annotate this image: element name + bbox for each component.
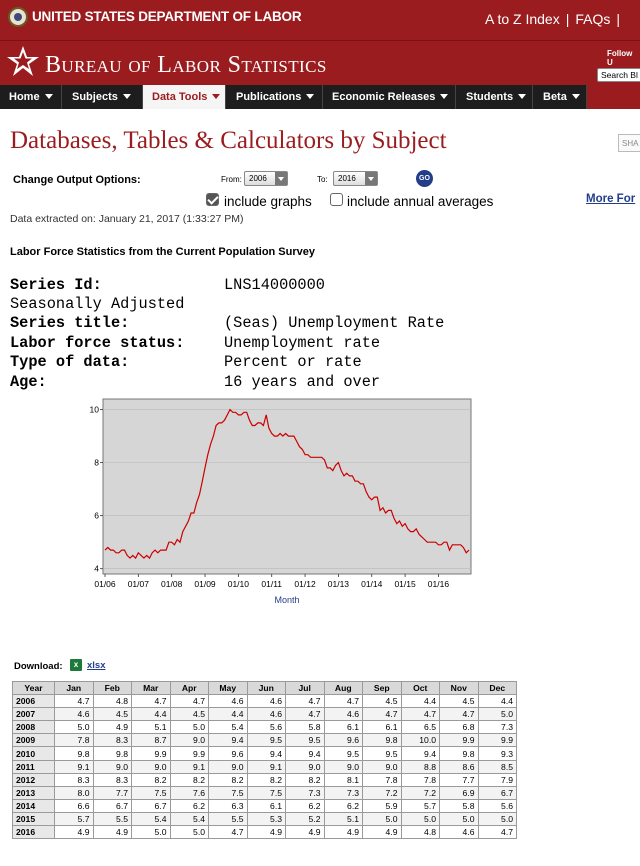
table-cell: 5.4 [209, 721, 248, 734]
table-header-cell: Aug [324, 682, 363, 695]
table-row [13, 721, 517, 734]
table-cell: 7.8 [401, 773, 440, 786]
table-cell: 5.4 [132, 812, 171, 825]
nav-economic-releases-label: Economic Releases [332, 91, 436, 103]
table-cell: 7.3 [286, 786, 325, 799]
a-to-z-index-link[interactable]: A to Z Index [484, 11, 560, 27]
nav-economic-releases[interactable] [323, 85, 456, 109]
table-cell: 5.3 [247, 812, 286, 825]
table-cell: 4.7 [286, 695, 325, 708]
nav-subjects[interactable] [63, 85, 143, 109]
chevron-down-icon [518, 94, 526, 99]
table-cell: 4.7 [209, 826, 248, 839]
table-cell: 7.9 [478, 773, 517, 786]
type-of-data-value: Percent or rate [224, 353, 362, 371]
table-cell: 9.0 [363, 760, 402, 773]
table-cell: 7.8 [55, 734, 94, 747]
chevron-down-icon [440, 94, 448, 99]
table-cell: 9.9 [478, 734, 517, 747]
table-row [13, 812, 517, 825]
x-tick-label: 01/09 [194, 579, 216, 589]
table-cell: 8.3 [93, 773, 132, 786]
x-tick-label: 01/06 [94, 579, 116, 589]
table-cell: 5.8 [440, 799, 479, 812]
x-tick-label: 01/15 [394, 579, 416, 589]
go-button[interactable]: GO [416, 170, 433, 187]
table-cell: 10.0 [401, 734, 440, 747]
table-header-cell: Jan [55, 682, 94, 695]
table-cell: 4.4 [209, 708, 248, 721]
table-year-cell: 2013 [13, 786, 55, 799]
table-cell: 8.2 [170, 773, 209, 786]
table-cell: 7.7 [440, 773, 479, 786]
table-cell: 9.0 [286, 760, 325, 773]
table-cell: 8.1 [324, 773, 363, 786]
download-label: Download: [14, 661, 63, 672]
table-cell: 9.8 [93, 747, 132, 760]
table-cell: 8.5 [478, 760, 517, 773]
series-id-value: LNS14000000 [224, 276, 325, 294]
nav-subjects-label: Subjects [72, 91, 118, 103]
table-row [13, 826, 517, 839]
table-row [13, 708, 517, 721]
chevron-down-icon [212, 94, 220, 99]
table-cell: 4.7 [478, 826, 517, 839]
x-tick-label: 01/16 [427, 579, 450, 589]
table-row [13, 695, 517, 708]
dol-top-bar [0, 0, 640, 40]
table-cell: 7.3 [478, 721, 517, 734]
top-links-separator-2: | [616, 11, 620, 27]
table-cell: 5.1 [324, 812, 363, 825]
table-header-cell: May [209, 682, 248, 695]
table-header-row [13, 682, 517, 695]
top-links-separator: | [565, 11, 570, 27]
survey-title: Labor Force Statistics from the Current Population Survey [10, 246, 315, 258]
table-cell: 4.7 [286, 708, 325, 721]
data-table [12, 681, 517, 839]
table-cell: 9.5 [286, 734, 325, 747]
table-year-cell: 2006 [13, 695, 55, 708]
table-cell: 6.7 [132, 799, 171, 812]
type-of-data-label: Type of data: [10, 353, 130, 371]
table-cell: 9.0 [132, 760, 171, 773]
table-cell: 9.0 [209, 760, 248, 773]
table-cell: 4.6 [55, 708, 94, 721]
table-cell: 4.5 [170, 708, 209, 721]
xlsx-download-link[interactable]: xlsx [87, 660, 106, 671]
include-annual-averages-label[interactable]: include annual averages [347, 194, 494, 209]
bls-header [0, 40, 640, 85]
chevron-down-icon [306, 94, 314, 99]
chart-plot-area [103, 399, 471, 574]
table-year-cell: 2007 [13, 708, 55, 721]
table-cell: 9.9 [440, 734, 479, 747]
series-id-label: Series Id: [10, 276, 102, 294]
table-cell: 5.0 [363, 812, 402, 825]
series-title-label: Series title: [10, 314, 130, 332]
table-cell: 6.1 [247, 799, 286, 812]
bls-title-link[interactable]: Bureau of Labor Statistics [45, 52, 327, 78]
x-tick-label: 01/10 [227, 579, 250, 589]
table-cell: 5.0 [170, 826, 209, 839]
table-cell: 4.9 [247, 826, 286, 839]
chevron-down-icon [572, 94, 580, 99]
table-cell: 7.6 [170, 786, 209, 799]
chevron-down-icon [365, 172, 377, 185]
from-year-select[interactable] [244, 171, 288, 186]
top-links [485, 11, 626, 27]
y-tick-label: 6 [94, 510, 99, 521]
series-title-value: (Seas) Unemployment Rate [224, 314, 445, 332]
nav-beta-label: Beta [543, 91, 567, 103]
table-cell: 4.8 [93, 695, 132, 708]
table-cell: 4.7 [324, 695, 363, 708]
chevron-down-icon [45, 94, 53, 99]
table-row [13, 786, 517, 799]
table-cell: 5.0 [478, 812, 517, 825]
table-cell: 5.2 [286, 812, 325, 825]
table-cell: 4.9 [55, 826, 94, 839]
table-cell: 9.0 [324, 760, 363, 773]
table-cell: 4.7 [440, 708, 479, 721]
table-cell: 9.8 [363, 734, 402, 747]
table-cell: 9.8 [55, 747, 94, 760]
nav-data-tools-label: Data Tools [152, 91, 208, 103]
table-cell: 4.5 [440, 695, 479, 708]
chevron-down-icon [123, 94, 131, 99]
chart-x-axis-label: Month [274, 595, 300, 605]
table-cell: 4.7 [170, 695, 209, 708]
table-year-cell: 2012 [13, 773, 55, 786]
dol-seal-icon[interactable] [8, 7, 28, 27]
table-year-cell: 2009 [13, 734, 55, 747]
table-cell: 5.6 [247, 721, 286, 734]
table-cell: 8.3 [93, 734, 132, 747]
table-cell: 4.6 [209, 695, 248, 708]
table-cell: 9.5 [247, 734, 286, 747]
table-cell: 8.6 [440, 760, 479, 773]
table-cell: 7.2 [401, 786, 440, 799]
table-cell: 5.6 [478, 799, 517, 812]
include-graphs-checkbox[interactable] [206, 193, 219, 206]
table-row [13, 773, 517, 786]
table-year-cell: 2016 [13, 826, 55, 839]
table-header-cell: Mar [132, 682, 171, 695]
to-year-select[interactable] [333, 171, 378, 186]
table-cell: 4.7 [55, 695, 94, 708]
table-cell: 5.9 [363, 799, 402, 812]
table-cell: 4.5 [93, 708, 132, 721]
table-cell: 8.2 [247, 773, 286, 786]
table-cell: 9.3 [478, 747, 517, 760]
table-cell: 5.5 [209, 812, 248, 825]
table-cell: 4.6 [324, 708, 363, 721]
table-cell: 4.9 [93, 826, 132, 839]
table-cell: 8.2 [209, 773, 248, 786]
table-cell: 5.5 [93, 812, 132, 825]
to-year-value: 2016 [338, 174, 356, 183]
table-cell: 4.6 [247, 695, 286, 708]
table-cell: 4.5 [363, 695, 402, 708]
table-cell: 4.9 [363, 826, 402, 839]
table-cell: 6.1 [363, 721, 402, 734]
nav-publications[interactable] [227, 85, 323, 109]
chart-y-ticks [90, 405, 103, 574]
dol-agency-link[interactable]: UNITED STATES DEPARTMENT OF LABOR [32, 9, 302, 24]
table-header-cell: Feb [93, 682, 132, 695]
labor-force-status-label: Labor force status: [10, 334, 185, 352]
table-cell: 9.6 [209, 747, 248, 760]
table-cell: 9.6 [324, 734, 363, 747]
excel-icon[interactable]: x [70, 659, 82, 671]
unemployment-rate-chart [78, 398, 478, 608]
table-cell: 7.5 [132, 786, 171, 799]
table-cell: 5.7 [401, 799, 440, 812]
table-cell: 9.8 [440, 747, 479, 760]
table-cell: 6.6 [55, 799, 94, 812]
faqs-link[interactable]: FAQs [575, 11, 611, 27]
nav-students[interactable] [457, 85, 533, 109]
table-header-cell: Jul [286, 682, 325, 695]
from-year-value: 2006 [249, 174, 267, 183]
bls-star-logo-icon[interactable] [6, 44, 40, 80]
table-cell: 6.2 [324, 799, 363, 812]
y-tick-label: 8 [94, 457, 99, 468]
table-cell: 4.6 [440, 826, 479, 839]
table-cell: 8.7 [132, 734, 171, 747]
table-cell: 7.2 [363, 786, 402, 799]
table-cell: 5.0 [132, 826, 171, 839]
table-cell: 9.5 [363, 747, 402, 760]
table-cell: 6.8 [440, 721, 479, 734]
table-cell: 9.0 [170, 734, 209, 747]
table-cell: 9.4 [209, 734, 248, 747]
labor-force-status-value: Unemployment rate [224, 334, 381, 352]
age-value: 16 years and over [224, 373, 381, 391]
x-tick-label: 01/11 [261, 579, 283, 589]
include-graphs-label[interactable]: include graphs [224, 194, 312, 209]
table-cell: 4.7 [132, 695, 171, 708]
y-tick-label: 10 [89, 404, 99, 415]
table-cell: 4.9 [93, 721, 132, 734]
table-cell: 6.5 [401, 721, 440, 734]
table-cell: 4.7 [363, 708, 402, 721]
page-title: Databases, Tables & Calculators by Subject [10, 127, 447, 154]
table-cell: 7.3 [324, 786, 363, 799]
table-year-cell: 2015 [13, 812, 55, 825]
main-nav [0, 85, 640, 109]
x-tick-label: 01/13 [327, 579, 350, 589]
table-cell: 5.1 [132, 721, 171, 734]
table-cell: 9.5 [324, 747, 363, 760]
table-cell: 5.7 [55, 812, 94, 825]
table-cell: 9.1 [55, 760, 94, 773]
y-tick-label: 4 [94, 563, 99, 574]
chart-x-ticks [94, 574, 449, 589]
table-cell: 8.2 [286, 773, 325, 786]
x-tick-label: 01/07 [127, 579, 149, 589]
table-cell: 4.9 [324, 826, 363, 839]
table-header-cell: Nov [440, 682, 479, 695]
table-header-cell: Jun [247, 682, 286, 695]
search-input[interactable]: Search Bl [597, 68, 640, 82]
table-cell: 6.2 [170, 799, 209, 812]
table-cell: 4.4 [478, 695, 517, 708]
table-cell: 5.4 [170, 812, 209, 825]
data-extracted-date: Data extracted on: January 21, 2017 (1:33:27 PM) [10, 213, 244, 225]
nav-home[interactable] [0, 85, 62, 109]
table-year-cell: 2011 [13, 760, 55, 773]
table-header-cell: Year [13, 682, 55, 695]
table-year-cell: 2010 [13, 747, 55, 760]
from-label: From: [221, 175, 242, 184]
table-cell: 7.5 [247, 786, 286, 799]
table-cell: 6.2 [286, 799, 325, 812]
table-cell: 4.9 [286, 826, 325, 839]
x-tick-label: 01/14 [361, 579, 383, 589]
table-header-cell: Oct [401, 682, 440, 695]
nav-data-tools[interactable] [143, 85, 226, 109]
nav-publications-label: Publications [236, 91, 302, 103]
to-label: To: [317, 175, 328, 184]
table-cell: 7.5 [209, 786, 248, 799]
table-cell: 9.1 [170, 760, 209, 773]
table-year-cell: 2008 [13, 721, 55, 734]
nav-end-filler [587, 85, 640, 109]
table-cell: 5.0 [478, 708, 517, 721]
table-cell: 7.8 [363, 773, 402, 786]
table-year-cell: 2014 [13, 799, 55, 812]
table-cell: 6.1 [324, 721, 363, 734]
table-cell: 4.8 [401, 826, 440, 839]
table-cell: 9.0 [93, 760, 132, 773]
table-cell: 5.0 [170, 721, 209, 734]
nav-students-label: Students [466, 91, 514, 103]
table-cell: 8.2 [132, 773, 171, 786]
x-tick-label: 01/08 [161, 579, 183, 589]
x-tick-label: 01/12 [294, 579, 316, 589]
table-row [13, 799, 517, 812]
follow-us-label[interactable]: Follow U [607, 49, 633, 67]
table-cell: 5.8 [286, 721, 325, 734]
table-cell: 6.3 [209, 799, 248, 812]
table-cell: 9.4 [247, 747, 286, 760]
table-cell: 6.7 [478, 786, 517, 799]
nav-home-label: Home [9, 91, 40, 103]
table-cell: 8.0 [55, 786, 94, 799]
table-header-cell: Apr [170, 682, 209, 695]
nav-beta[interactable] [534, 85, 587, 109]
table-cell: 4.7 [401, 708, 440, 721]
table-cell: 6.9 [440, 786, 479, 799]
table-header-cell: Sep [363, 682, 402, 695]
table-cell: 9.4 [286, 747, 325, 760]
table-header-cell: Dec [478, 682, 517, 695]
table-cell: 4.4 [401, 695, 440, 708]
table-cell: 8.8 [401, 760, 440, 773]
table-cell: 5.0 [440, 812, 479, 825]
seasonal-adjustment: Seasonally Adjusted [10, 295, 185, 313]
table-row [13, 734, 517, 747]
table-cell: 9.9 [132, 747, 171, 760]
table-row [13, 747, 517, 760]
table-cell: 9.4 [401, 747, 440, 760]
more-formatting-options-link[interactable]: More For [586, 193, 636, 205]
age-label: Age: [10, 373, 47, 391]
table-cell: 9.9 [170, 747, 209, 760]
change-output-options-label: Change Output Options: [13, 174, 141, 186]
table-cell: 5.0 [401, 812, 440, 825]
table-cell: 9.1 [247, 760, 286, 773]
include-annual-averages-checkbox[interactable] [330, 193, 343, 206]
table-cell: 8.3 [55, 773, 94, 786]
table-cell: 4.6 [247, 708, 286, 721]
table-row [13, 760, 517, 773]
chevron-down-icon [275, 172, 287, 185]
table-cell: 5.0 [55, 721, 94, 734]
table-cell: 6.7 [93, 799, 132, 812]
table-cell: 7.7 [93, 786, 132, 799]
share-button[interactable]: SHA [618, 134, 640, 152]
table-cell: 4.4 [132, 708, 171, 721]
